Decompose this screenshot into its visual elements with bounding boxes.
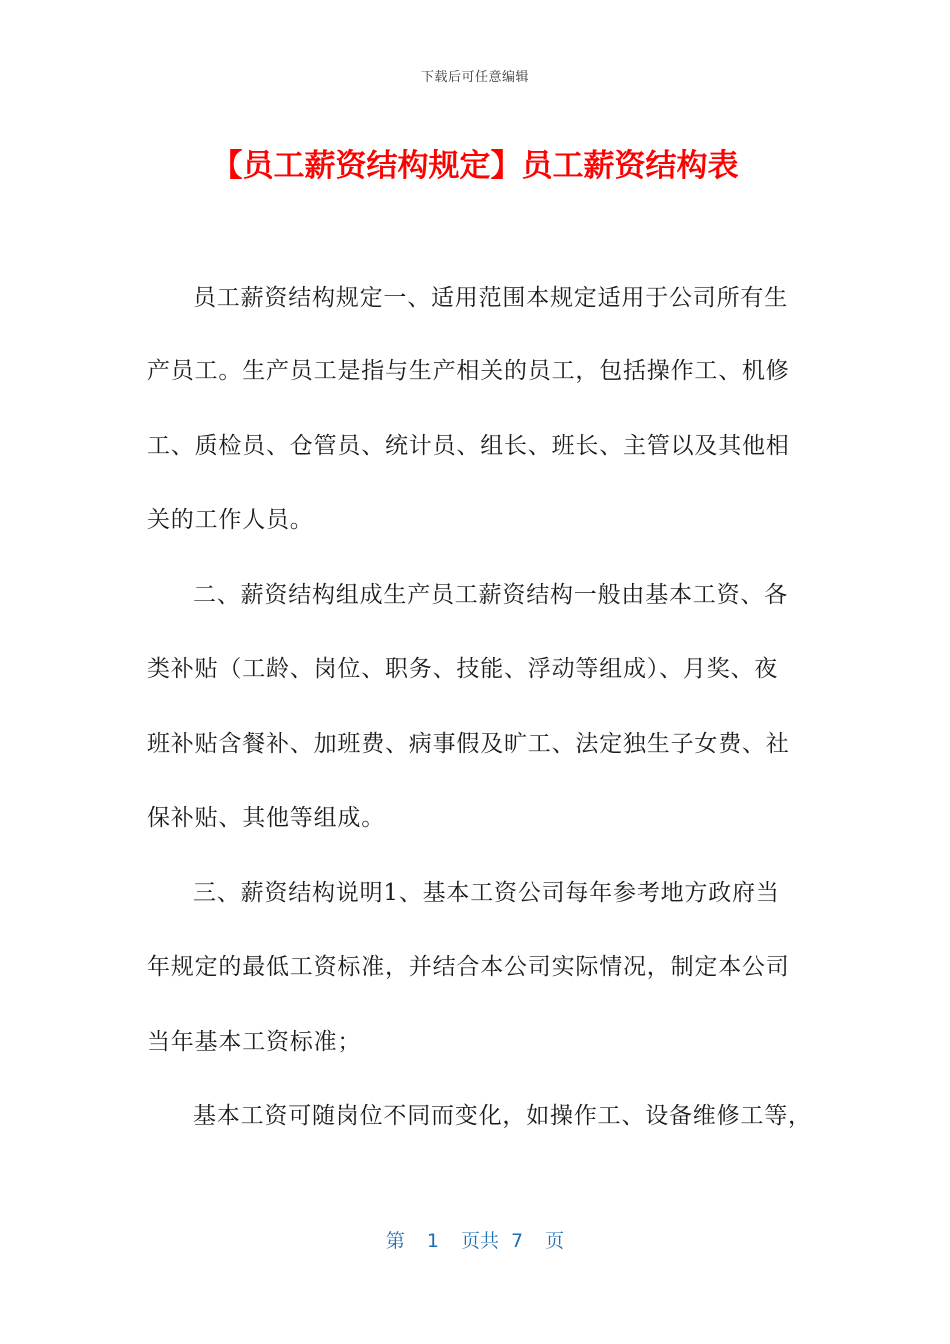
page-footer <box>0 1226 950 1253</box>
body-line: 三、薪资结构说明1、基本工资公司每年参考地方政府当 <box>193 880 780 906</box>
body-line: 员工薪资结构规定一、适用范围本规定适用于公司所有生 <box>193 285 788 311</box>
header-note: 下载后可任意编辑 <box>420 70 529 85</box>
body-line: 关的工作人员。 <box>147 507 314 533</box>
body-line: 工、质检员、仓管员、统计员、组长、班长、主管以及其他相 <box>147 433 790 459</box>
footer-prefix: 第 <box>385 1230 405 1252</box>
body-line: 类补贴（工龄、岗位、职务、技能、浮动等组成）、月奖、夜 <box>147 656 779 682</box>
body-line: 当年基本工资标准； <box>147 1029 362 1055</box>
body-line: 二、薪资结构组成生产员工薪资结构一般由基本工资、各 <box>193 582 788 608</box>
footer-page-number: 1 <box>426 1230 439 1252</box>
body-line: 基本工资可随岗位不同而变化，如操作工、设备维修工等， <box>193 1103 812 1129</box>
body-line: 班补贴含餐补、加班费、病事假及旷工、法定独生子女费、社 <box>147 731 790 757</box>
body-line: 保补贴、其他等组成。 <box>147 805 385 831</box>
document-title: 【员工薪资结构规定】员工薪资结构表 <box>211 148 739 184</box>
footer-suffix: 页 <box>545 1230 565 1252</box>
body-line: 产员工。生产员工是指与生产相关的员工，包括操作工、机修 <box>147 358 790 384</box>
footer-total-pages: 7 <box>511 1230 524 1252</box>
body-line: 年规定的最低工资标准，并结合本公司实际情况，制定本公司 <box>147 954 790 980</box>
footer-middle: 页共 <box>460 1230 499 1252</box>
